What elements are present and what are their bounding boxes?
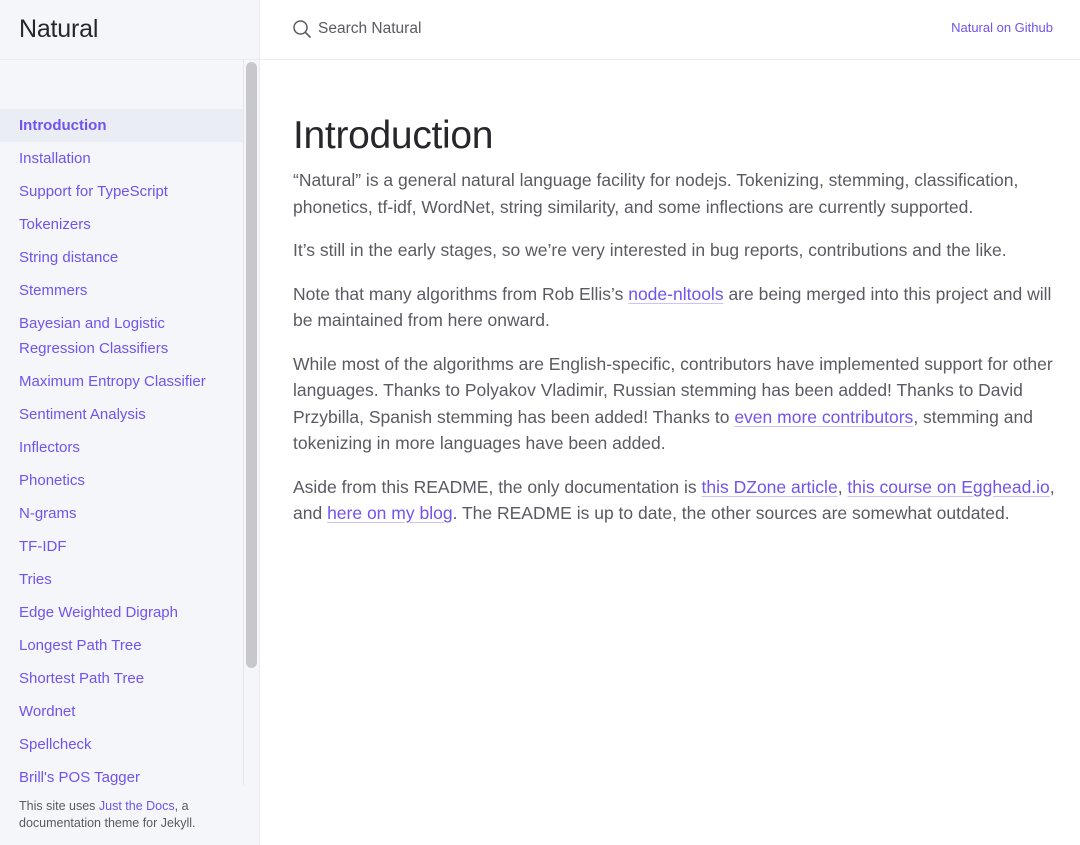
top-header — [260, 0, 1080, 60]
sidebar — [0, 0, 260, 845]
sidebar-item-maxent[interactable]: Maximum Entropy Classifier — [19, 373, 206, 390]
dzone-article-link[interactable]: this DZone article — [701, 476, 838, 497]
sidebar-item-digraph[interactable]: Edge Weighted Digraph — [19, 604, 178, 621]
scrollbar-thumb[interactable] — [246, 62, 257, 668]
sidebar-item-pos-tagger[interactable]: Brill's POS Tagger — [19, 769, 140, 785]
languages-text-after: , stemming and tokenizing in more languages have been added. — [293, 406, 1033, 453]
sidebar-item-string-distance[interactable]: String distance — [19, 249, 119, 266]
languages-paragraph — [293, 351, 1058, 457]
sidebar-nav — [0, 60, 259, 785]
sidebar-item-tfidf[interactable]: TF-IDF — [19, 538, 67, 555]
sidebar-item-tries[interactable]: Tries — [19, 571, 52, 588]
sidebar-footer — [0, 785, 259, 845]
sidebar-item-ngrams[interactable]: N-grams — [19, 505, 77, 522]
github-link[interactable]: Natural on Github — [951, 20, 1053, 35]
sidebar-item-spellcheck[interactable]: Spellcheck — [19, 736, 92, 753]
main-content — [293, 110, 1058, 544]
footer-prefix: This site uses — [19, 799, 99, 813]
node-nltools-link[interactable]: node-nltools — [628, 283, 724, 304]
sidebar-item-inflectors[interactable]: Inflectors — [19, 439, 80, 456]
page-title: Introduction — [293, 114, 494, 157]
sidebar-item-shortest-path[interactable]: Shortest Path Tree — [19, 670, 145, 687]
sidebar-item-introduction[interactable]: Introduction — [0, 109, 243, 142]
site-title[interactable]: Natural — [19, 15, 99, 43]
search-input[interactable] — [318, 20, 718, 38]
footer-suffix: , a documentation theme for Jekyll. — [19, 799, 196, 830]
docs-sep-1: , — [837, 476, 848, 497]
sidebar-item-typescript[interactable]: Support for TypeScript — [19, 183, 168, 200]
nav-list — [0, 60, 259, 785]
docs-paragraph — [293, 474, 1058, 527]
site-header — [0, 0, 259, 60]
docs-sep-2: , and — [293, 476, 1055, 523]
intro-paragraph: “Natural” is a general natural language facility for nodejs. Tokenizing, stemming, classification, phonetics, tf-idf, WordNet, string similarity, and some inflections are currently supported. — [293, 170, 1019, 217]
docs-text-before: Aside from this README, the only documentation is — [293, 476, 702, 497]
sidebar-item-tokenizers[interactable]: Tokenizers — [19, 216, 91, 233]
sidebar-item-installation[interactable]: Installation — [19, 150, 91, 167]
languages-text-before: While most of the algorithms are English-specific, contributors have implemented support for other languages. Thanks to Polyakov Vladimir, Russian stemming has been added! Thanks to David Przybilla, Spanish stemming has been added! Thanks to — [293, 353, 1053, 427]
early-stages-paragraph: It’s still in the early stages, so we’re very interested in bug reports, contributions and the like. — [293, 240, 1007, 260]
sidebar-item-sentiment[interactable]: Sentiment Analysis — [19, 406, 146, 423]
sidebar-item-classifiers[interactable]: Bayesian and Logistic Regression Classifiers — [19, 315, 169, 357]
sidebar-item-phonetics[interactable]: Phonetics — [19, 472, 85, 489]
search-box[interactable] — [292, 17, 718, 41]
nltools-text-before: Note that many algorithms from Rob Ellis’s — [293, 283, 629, 304]
docs-text-after: . The README is up to date, the other sources are somewhat outdated. — [452, 503, 1010, 523]
contributors-link[interactable]: even more contributors — [734, 406, 914, 427]
egghead-course-link[interactable]: this course on Egghead.io — [847, 476, 1050, 497]
search-icon — [292, 19, 312, 39]
nltools-text-after: are being merged into this project and will be maintained from here onward. — [293, 283, 1052, 330]
nltools-paragraph — [293, 281, 1058, 334]
footer-just-the-docs-link[interactable]: Just the Docs — [98, 799, 175, 813]
sidebar-item-longest-path[interactable]: Longest Path Tree — [19, 637, 142, 654]
sidebar-item-stemmers[interactable]: Stemmers — [19, 282, 88, 299]
sidebar-item-wordnet[interactable]: Wordnet — [19, 703, 76, 720]
sidebar-scrollbar[interactable] — [243, 60, 259, 785]
blog-link[interactable]: here on my blog — [327, 503, 453, 523]
